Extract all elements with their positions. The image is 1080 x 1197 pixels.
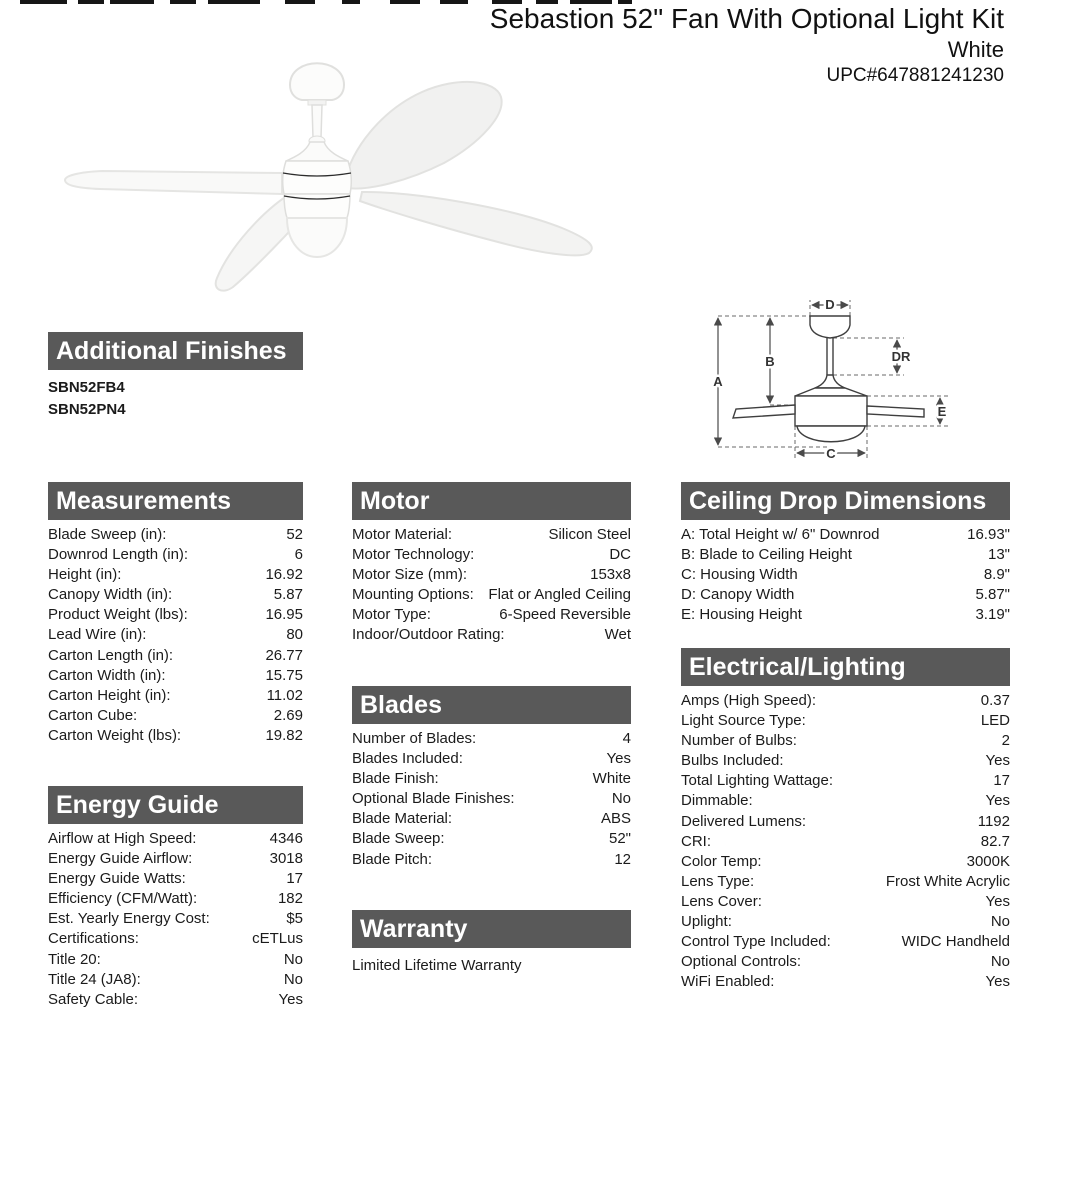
spec-row <box>48 990 303 1010</box>
spec-label: Carton Height (in): <box>48 686 171 704</box>
spec-label: Motor Material: <box>352 526 453 543</box>
spec-value: 17 <box>993 772 1010 790</box>
spec-row <box>48 829 303 849</box>
spec-value: 13" <box>987 546 1010 564</box>
spec-value: 5.87" <box>975 586 1010 604</box>
spec-label: Title 24 (JA8): <box>48 970 141 988</box>
spec-label: Lens Cover: <box>681 892 762 910</box>
spec-row <box>681 912 1010 932</box>
spec-row <box>48 686 303 706</box>
spec-value: White <box>592 770 631 788</box>
section-header-additional-finishes: Additional Finishes <box>48 332 303 370</box>
spec-label: Carton Weight (lbs): <box>48 726 182 744</box>
spec-value: 82.7 <box>980 832 1010 850</box>
spec-row <box>681 565 1010 585</box>
spec-row <box>48 585 303 605</box>
section-header-blades: Blades <box>352 686 631 724</box>
spec-value: 52" <box>608 830 631 848</box>
spec-label: Blade Finish: <box>352 770 439 788</box>
spec-row <box>681 731 1010 751</box>
section-header-energy-guide: Energy Guide <box>48 786 303 824</box>
section-header-measurements: Measurements <box>48 482 303 520</box>
spec-value: 3.19" <box>975 606 1010 624</box>
spec-label: Number of Blades: <box>352 730 477 747</box>
fan-blade-left <box>65 171 282 194</box>
spec-row <box>352 605 631 625</box>
spec-value: ABS <box>600 810 631 828</box>
spec-row <box>681 791 1010 811</box>
section-energy-guide <box>48 786 303 1010</box>
section-header-warranty: Warranty <box>352 910 631 948</box>
spec-label: Delivered Lumens: <box>681 812 807 830</box>
spec-row <box>48 666 303 686</box>
spec-value: No <box>990 913 1010 931</box>
finish-code: SBN52PN4 <box>48 401 126 418</box>
spec-value: 3018 <box>269 850 303 868</box>
energy-guide-table <box>48 829 303 1010</box>
spec-value: 182 <box>277 890 303 908</box>
section-header-ceiling-drop-dimensions: Ceiling Drop Dimensions <box>681 482 1010 520</box>
spec-row <box>352 749 631 769</box>
dimension-diagram-svg <box>690 278 1010 478</box>
spec-label: Blade Sweep (in): <box>48 526 167 543</box>
spec-row <box>681 691 1010 711</box>
spec-label: Number of Bulbs: <box>681 732 797 750</box>
fan-downrod <box>312 105 322 138</box>
spec-row <box>681 972 1010 992</box>
spec-value: Yes <box>606 750 631 768</box>
spec-row <box>352 769 631 789</box>
spec-value: 5.87 <box>273 586 303 604</box>
spec-value: 6-Speed Reversible <box>499 606 631 624</box>
spec-value: WIDC Handheld <box>901 933 1010 951</box>
spec-row <box>352 545 631 565</box>
spec-label: Light Source Type: <box>681 712 806 730</box>
electrical-table <box>681 691 1010 992</box>
spec-value: Silicon Steel <box>548 526 631 543</box>
diagram-canopy <box>810 316 850 338</box>
spec-value: Flat or Angled Ceiling <box>488 586 631 604</box>
spec-row <box>681 872 1010 892</box>
spec-row <box>681 771 1010 791</box>
spec-row <box>681 525 1010 545</box>
diagram-housing-top <box>795 388 867 396</box>
spec-label: Blade Pitch: <box>352 850 433 868</box>
section-ceiling-drop-dimensions <box>681 482 1010 625</box>
spec-row <box>48 726 303 746</box>
spec-label: Height (in): <box>48 566 122 584</box>
spec-row <box>48 929 303 949</box>
spec-row <box>352 809 631 829</box>
spec-label: Blade Material: <box>352 810 453 828</box>
spec-row <box>48 605 303 625</box>
spec-row <box>352 585 631 605</box>
spec-row <box>681 812 1010 832</box>
spec-label: Title 20: <box>48 950 101 968</box>
spec-label: A: Total Height w/ 6" Downrod <box>681 526 880 543</box>
spec-label: Motor Size (mm): <box>352 566 468 584</box>
spec-row <box>48 525 303 545</box>
finish-list <box>48 377 303 421</box>
product-title: Sebastion 52" Fan With Optional Light Kit <box>489 3 1004 34</box>
spec-value: 153x8 <box>590 566 631 584</box>
spec-row <box>48 706 303 726</box>
spec-value: $5 <box>286 910 303 928</box>
spec-row <box>681 892 1010 912</box>
spec-label: E: Housing Height <box>681 606 802 624</box>
fan-motor-housing <box>283 161 352 194</box>
diagram-housing <box>795 396 867 426</box>
spec-row <box>681 545 1010 565</box>
spec-value: 15.75 <box>265 666 303 684</box>
spec-row <box>352 850 631 870</box>
spec-row <box>48 950 303 970</box>
spec-label: Lens Type: <box>681 872 755 890</box>
spec-value: Yes <box>985 973 1010 991</box>
spec-value: 80 <box>286 626 303 644</box>
fan-light-dome <box>287 218 347 257</box>
spec-value: 12 <box>614 850 631 868</box>
spec-row <box>681 585 1010 605</box>
fan-blade-right <box>360 192 592 255</box>
diagram-flare <box>815 375 845 388</box>
spec-value: 6 <box>294 546 303 564</box>
spec-label: Blades Included: <box>352 750 463 768</box>
spec-label: Optional Controls: <box>681 953 802 971</box>
spec-value: 17 <box>286 870 303 888</box>
label-d: D <box>825 297 835 312</box>
diagram-blade-left <box>733 405 795 418</box>
spec-row <box>681 932 1010 952</box>
section-additional-finishes <box>48 332 303 421</box>
spec-value: 11.02 <box>266 686 303 704</box>
spec-value: No <box>283 970 303 988</box>
spec-label: Canopy Width (in): <box>48 586 173 604</box>
spec-value: No <box>990 953 1010 971</box>
spec-label: C: Housing Width <box>681 566 798 584</box>
spec-row <box>48 646 303 666</box>
ceiling-drop-table <box>681 525 1010 625</box>
spec-row <box>681 852 1010 872</box>
spec-label: Motor Technology: <box>352 546 475 564</box>
spec-value: Yes <box>278 990 303 1008</box>
spec-value: Wet <box>604 626 631 644</box>
spec-row <box>48 625 303 645</box>
spec-value: Yes <box>985 752 1010 770</box>
section-measurements <box>48 482 303 746</box>
product-photo-fan <box>50 42 690 327</box>
spec-row <box>681 751 1010 771</box>
spec-value: Frost White Acrylic <box>885 872 1010 890</box>
fan-motor-neck <box>286 142 348 161</box>
spec-row <box>681 832 1010 852</box>
spec-label: Control Type Included: <box>681 933 831 951</box>
spec-label: Color Temp: <box>681 852 762 870</box>
spec-value: Yes <box>985 892 1010 910</box>
spec-label: Safety Cable: <box>48 990 139 1008</box>
diagram-blade-right <box>867 406 924 417</box>
spec-row <box>48 565 303 585</box>
fan-outline <box>733 316 924 442</box>
spec-label: Product Weight (lbs): <box>48 606 188 624</box>
blades-table <box>352 729 631 870</box>
spec-row <box>48 889 303 909</box>
section-electrical-lighting <box>681 648 1010 992</box>
finish-code: SBN52FB4 <box>48 379 125 396</box>
spec-row <box>681 952 1010 972</box>
section-warranty <box>352 910 631 976</box>
spec-value: 16.95 <box>265 606 303 624</box>
spec-value: 16.92 <box>265 566 303 584</box>
spec-value: LED <box>980 712 1010 730</box>
spec-row <box>681 605 1010 625</box>
spec-row <box>681 711 1010 731</box>
spec-label: Est. Yearly Energy Cost: <box>48 910 210 928</box>
spec-row <box>352 565 631 585</box>
fan-blade-upper-right <box>345 82 502 189</box>
spec-row <box>352 525 631 545</box>
spec-row <box>48 545 303 565</box>
section-header-electrical-lighting: Electrical/Lighting <box>681 648 1010 686</box>
dimension-diagram <box>690 278 1010 478</box>
spec-label: Mounting Options: <box>352 586 474 604</box>
label-c: C <box>826 446 836 461</box>
section-header-motor: Motor <box>352 482 631 520</box>
spec-value: 2.69 <box>273 706 303 724</box>
spec-label: Certifications: <box>48 930 139 948</box>
spec-row <box>352 829 631 849</box>
spec-label: Efficiency (CFM/Watt): <box>48 890 198 908</box>
spec-value: No <box>283 950 303 968</box>
diagram-light-dome <box>797 426 865 442</box>
label-a: A <box>713 374 723 389</box>
spec-value: 1192 <box>977 812 1010 830</box>
spec-label: Carton Cube: <box>48 706 138 724</box>
spec-value: 8.9" <box>983 566 1010 584</box>
label-b: B <box>765 354 775 369</box>
spec-value: cETLus <box>252 930 303 948</box>
spec-label: Downrod Length (in): <box>48 546 189 564</box>
spec-row <box>48 970 303 990</box>
spec-label: Uplight: <box>681 913 732 931</box>
spec-value: 26.77 <box>265 646 303 664</box>
spec-label: Optional Blade Finishes: <box>352 790 515 808</box>
spec-label: CRI: <box>681 832 711 850</box>
spec-value: 16.93" <box>967 526 1010 543</box>
spec-label: D: Canopy Width <box>681 586 795 604</box>
spec-label: Lead Wire (in): <box>48 626 147 644</box>
spec-label: Blade Sweep: <box>352 830 445 848</box>
spec-label: Carton Length (in): <box>48 646 174 664</box>
spec-row <box>352 789 631 809</box>
spec-value: 3000K <box>966 852 1010 870</box>
label-dr: DR <box>891 349 911 364</box>
spec-label: Energy Guide Airflow: <box>48 850 193 868</box>
section-blades <box>352 686 631 870</box>
spec-label: Bulbs Included: <box>681 752 784 770</box>
motor-table <box>352 525 631 646</box>
spec-value: No <box>611 790 631 808</box>
spec-label: Amps (High Speed): <box>681 692 817 709</box>
product-upc: UPC#647881241230 <box>826 65 1004 86</box>
spec-row <box>48 869 303 889</box>
spec-value: 4 <box>622 730 631 747</box>
spec-label: B: Blade to Ceiling Height <box>681 546 852 564</box>
spec-label: Airflow at High Speed: <box>48 830 197 847</box>
spec-label: Indoor/Outdoor Rating: <box>352 626 505 644</box>
product-finish: White <box>947 37 1004 62</box>
spec-row <box>48 909 303 929</box>
fan-illustration <box>50 42 690 327</box>
spec-row <box>352 729 631 749</box>
section-motor <box>352 482 631 646</box>
diagram-downrod <box>827 338 833 375</box>
spec-value: 19.82 <box>265 726 303 744</box>
spec-row <box>48 849 303 869</box>
warranty-text: Limited Lifetime Warranty <box>352 957 522 974</box>
measurements-table <box>48 525 303 746</box>
spec-label: Energy Guide Watts: <box>48 870 186 888</box>
spec-label: Dimmable: <box>681 792 753 810</box>
spec-label: Motor Type: <box>352 606 431 624</box>
spec-label: Total Lighting Wattage: <box>681 772 834 790</box>
spec-row <box>352 625 631 645</box>
spec-value: 2 <box>1001 732 1010 750</box>
spec-value: 0.37 <box>980 692 1010 709</box>
spec-value: 52 <box>286 526 303 543</box>
spec-value: DC <box>609 546 631 564</box>
fan-canopy <box>290 63 344 100</box>
spec-value: 4346 <box>269 830 303 847</box>
spec-label: WiFi Enabled: <box>681 973 775 991</box>
spec-value: Yes <box>985 792 1010 810</box>
label-e: E <box>937 404 947 419</box>
spec-label: Carton Width (in): <box>48 666 166 684</box>
